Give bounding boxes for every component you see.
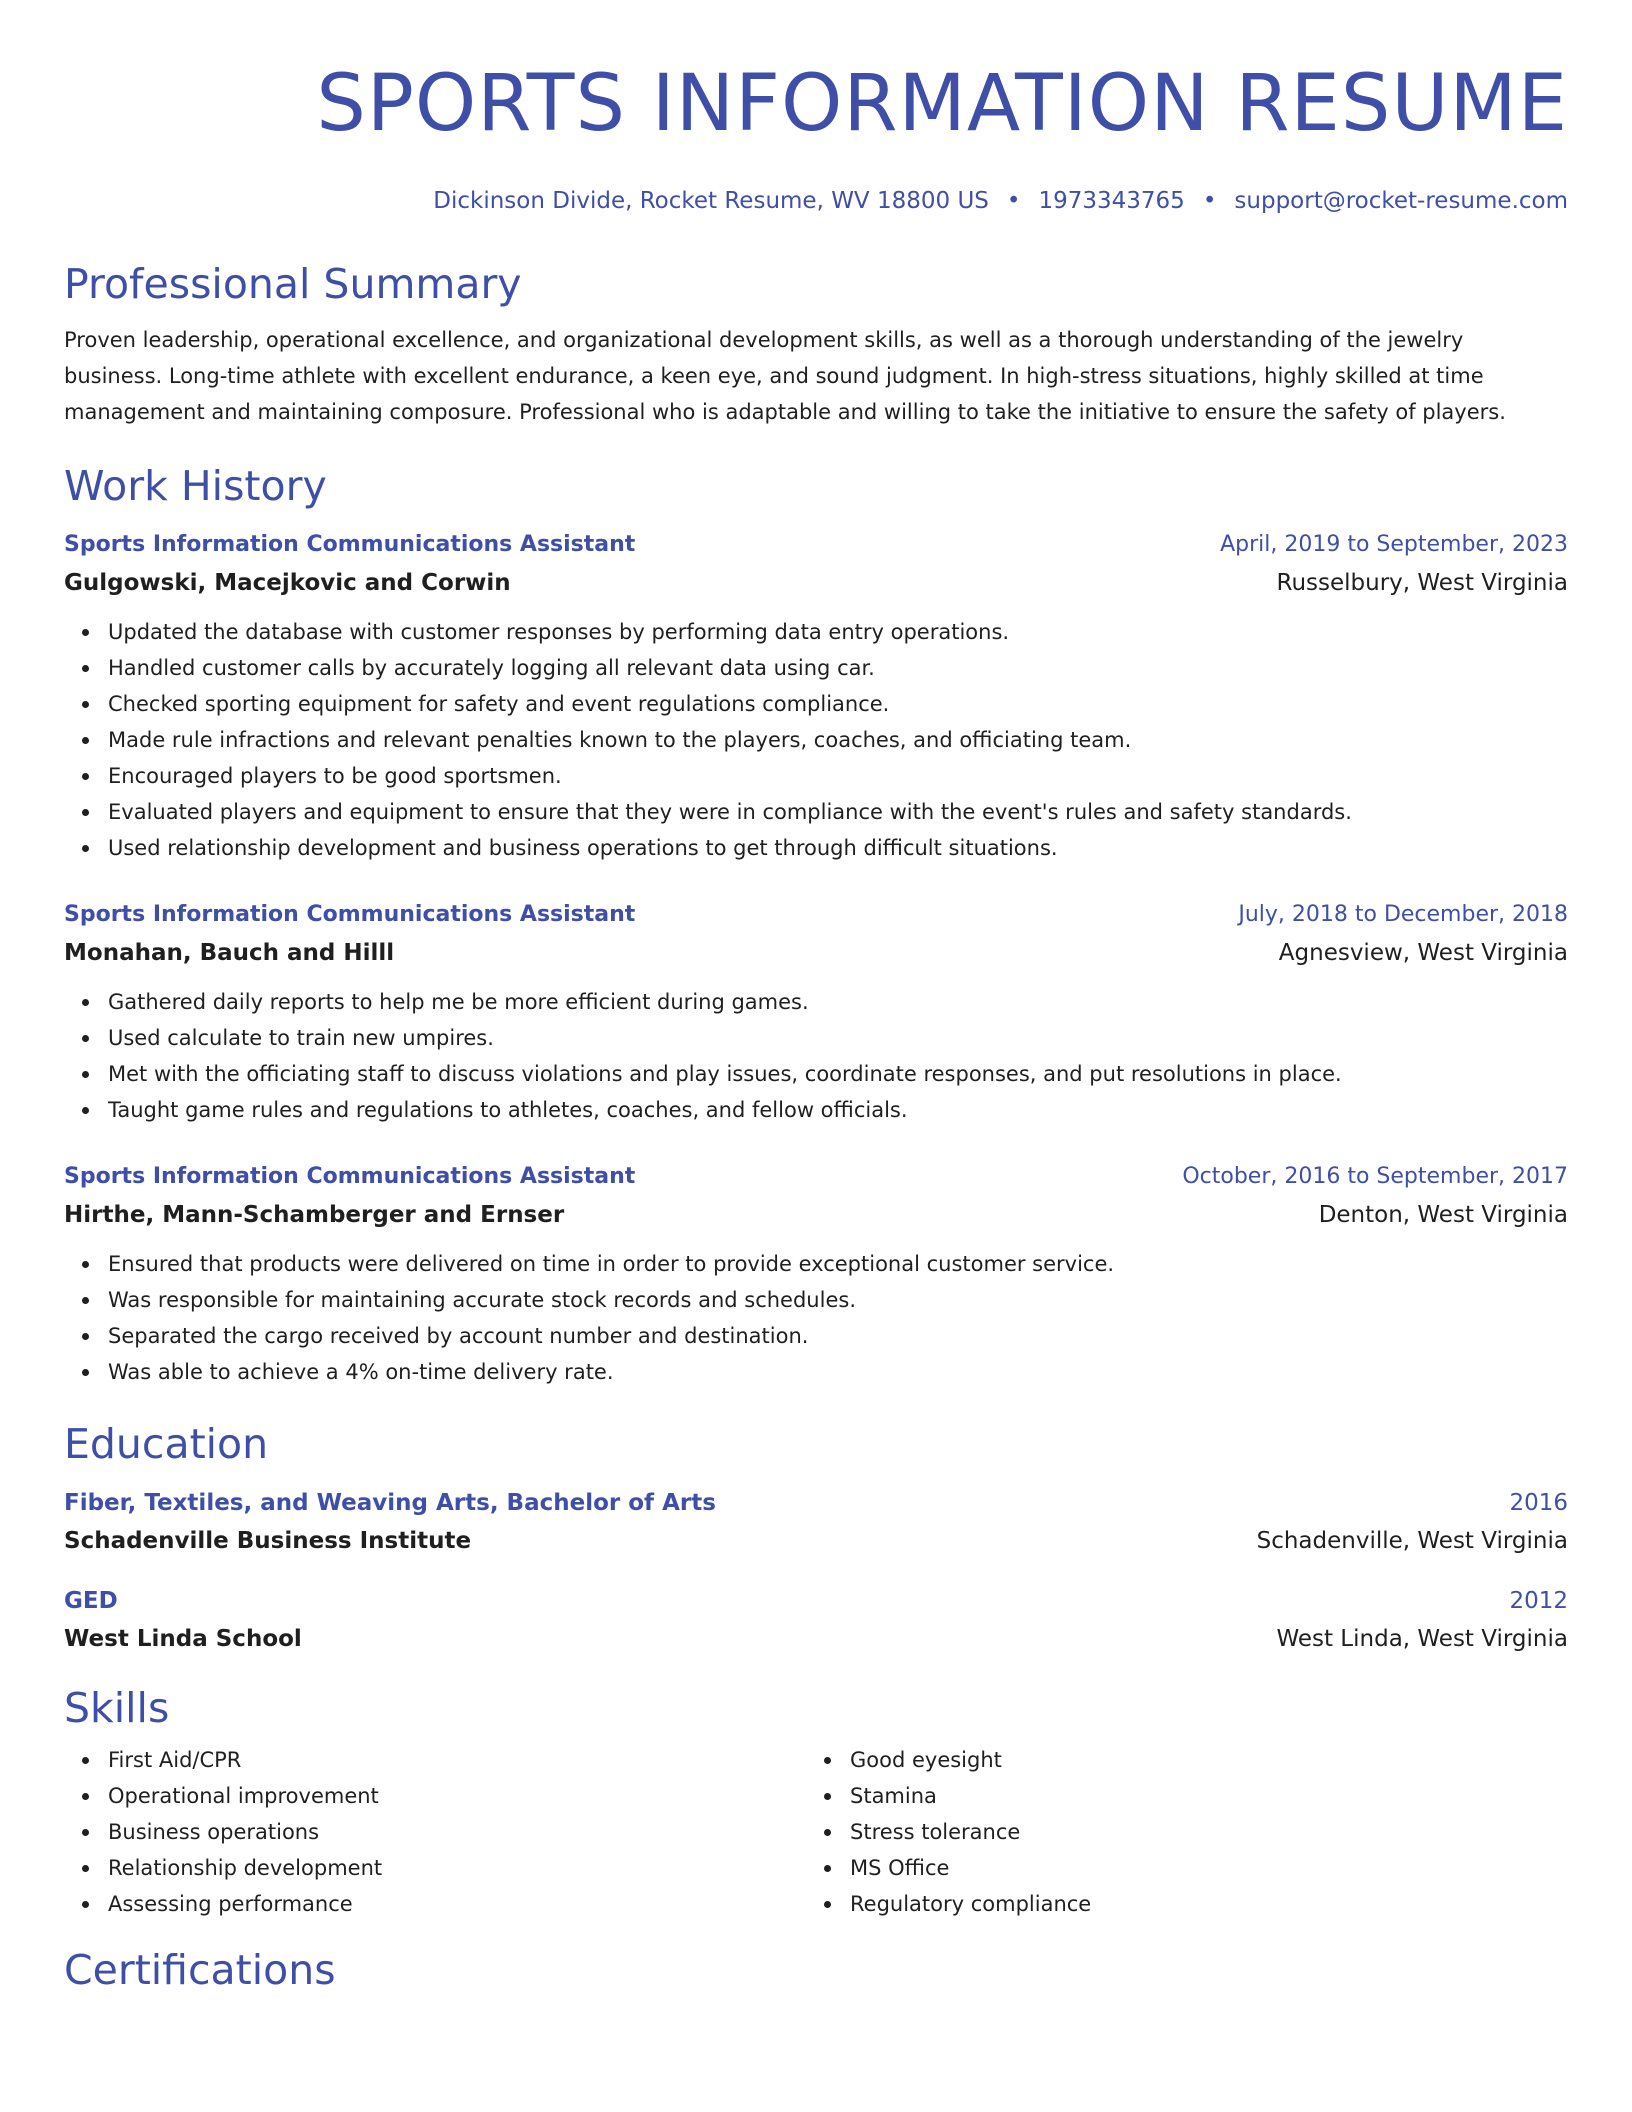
list-item: Made rule infractions and relevant penalties known to the players, coaches, and officiating team. xyxy=(108,722,1568,758)
job-entry xyxy=(64,530,1568,866)
certifications-section xyxy=(64,1944,1568,1996)
skill-item: MS Office xyxy=(850,1850,1548,1886)
job-title: Sports Information Communications Assistant xyxy=(64,532,636,557)
education-entry xyxy=(64,1586,1568,1656)
skill-item: Good eyesight xyxy=(850,1742,1548,1778)
list-item: Encouraged players to be good sportsmen. xyxy=(108,758,1568,794)
list-item: Used calculate to train new umpires. xyxy=(108,1020,1568,1056)
list-item: Checked sporting equipment for safety and event regulations compliance. xyxy=(108,686,1568,722)
school-location: West Linda, West Virginia xyxy=(1276,1626,1568,1652)
summary-text: Proven leadership, operational excellence, and organizational development skills, as well as a thorough understanding of the jewelry business. Long-time athlete with excellent endurance, a keen eye, and sound judgment. In high-stress situations, highly skilled at time management and maintaining composure. Professional who is adaptable and willing to take the initiative to ensure the safety of players. xyxy=(64,328,1506,424)
education-heading: Education xyxy=(64,1420,269,1468)
job-dates: October, 2016 to September, 2017 xyxy=(1182,1164,1568,1189)
certifications-heading: Certifications xyxy=(64,1946,336,1994)
job-location: Agnesview, West Virginia xyxy=(1278,940,1568,966)
job-bullets xyxy=(64,984,1568,1128)
list-item: Gathered daily reports to help me be more efficient during games. xyxy=(108,984,1568,1020)
job-title: Sports Information Communications Assistant xyxy=(64,902,636,927)
list-item: Was able to achieve a 4% on-time delivery rate. xyxy=(108,1354,1568,1390)
summary-heading: Professional Summary xyxy=(64,260,522,308)
job-dates: April, 2019 to September, 2023 xyxy=(1220,532,1568,557)
list-item: Met with the officiating staff to discuss violations and play issues, coordinate responses, and put resolutions in place. xyxy=(108,1056,1568,1092)
school-location: Schadenville, West Virginia xyxy=(1256,1528,1568,1554)
list-item: Ensured that products were delivered on time in order to provide exceptional customer service. xyxy=(108,1246,1568,1282)
education-section xyxy=(64,1418,1568,1656)
contact-separator: • xyxy=(1006,188,1021,214)
contact-separator: • xyxy=(1202,188,1217,214)
skills-column-left xyxy=(64,1742,806,1922)
resume-title: SPORTS INFORMATION RESUME xyxy=(316,59,1568,149)
contact-email: support@rocket-resume.com xyxy=(1234,188,1568,214)
skills-list xyxy=(64,1742,806,1922)
skill-item: Business operations xyxy=(108,1814,806,1850)
list-item: Evaluated players and equipment to ensure that they were in compliance with the event's rules and safety standards. xyxy=(108,794,1568,830)
skill-item: Assessing performance xyxy=(108,1886,806,1922)
contact-phone: 1973343765 xyxy=(1038,188,1185,214)
job-entry xyxy=(64,1162,1568,1390)
job-bullets xyxy=(64,1246,1568,1390)
skill-item: Stress tolerance xyxy=(850,1814,1548,1850)
list-item: Handled customer calls by accurately logging all relevant data using car. xyxy=(108,650,1568,686)
job-dates: July, 2018 to December, 2018 xyxy=(1238,902,1568,927)
job-entry xyxy=(64,900,1568,1128)
work-history-heading: Work History xyxy=(64,462,327,510)
education-year: 2012 xyxy=(1509,1588,1568,1614)
skills-grid xyxy=(64,1742,1568,1922)
resume-header xyxy=(64,56,1568,216)
skill-item: Relationship development xyxy=(108,1850,806,1886)
skill-item: Stamina xyxy=(850,1778,1548,1814)
school-name: West Linda School xyxy=(64,1626,302,1652)
list-item: Was responsible for maintaining accurate stock records and schedules. xyxy=(108,1282,1568,1318)
skill-item: First Aid/CPR xyxy=(108,1742,806,1778)
work-history-section xyxy=(64,460,1568,1390)
company-name: Monahan, Bauch and Hilll xyxy=(64,940,395,966)
summary-section xyxy=(64,258,1568,430)
job-location: Denton, West Virginia xyxy=(1318,1202,1568,1228)
skill-item: Regulatory compliance xyxy=(850,1886,1548,1922)
school-name: Schadenville Business Institute xyxy=(64,1528,472,1554)
skills-column-right xyxy=(806,1742,1548,1922)
degree-name: Fiber, Textiles, and Weaving Arts, Bachelor of Arts xyxy=(64,1490,716,1516)
skills-section xyxy=(64,1682,1568,1922)
list-item: Updated the database with customer responses by performing data entry operations. xyxy=(108,614,1568,650)
company-name: Gulgowski, Macejkovic and Corwin xyxy=(64,570,511,596)
education-entry xyxy=(64,1488,1568,1558)
skill-item: Operational improvement xyxy=(108,1778,806,1814)
skills-list xyxy=(806,1742,1548,1922)
contact-address: Dickinson Divide, Rocket Resume, WV 18800 US xyxy=(433,188,989,214)
job-title: Sports Information Communications Assistant xyxy=(64,1164,636,1189)
degree-name: GED xyxy=(64,1588,118,1614)
job-location: Russelbury, West Virginia xyxy=(1276,570,1568,596)
list-item: Separated the cargo received by account number and destination. xyxy=(108,1318,1568,1354)
company-name: Hirthe, Mann-Schamberger and Ernser xyxy=(64,1202,565,1228)
list-item: Used relationship development and business operations to get through difficult situations. xyxy=(108,830,1568,866)
contact-line xyxy=(64,186,1568,216)
list-item: Taught game rules and regulations to athletes, coaches, and fellow officials. xyxy=(108,1092,1568,1128)
skills-heading: Skills xyxy=(64,1684,170,1732)
job-bullets xyxy=(64,614,1568,866)
education-year: 2016 xyxy=(1509,1490,1568,1516)
